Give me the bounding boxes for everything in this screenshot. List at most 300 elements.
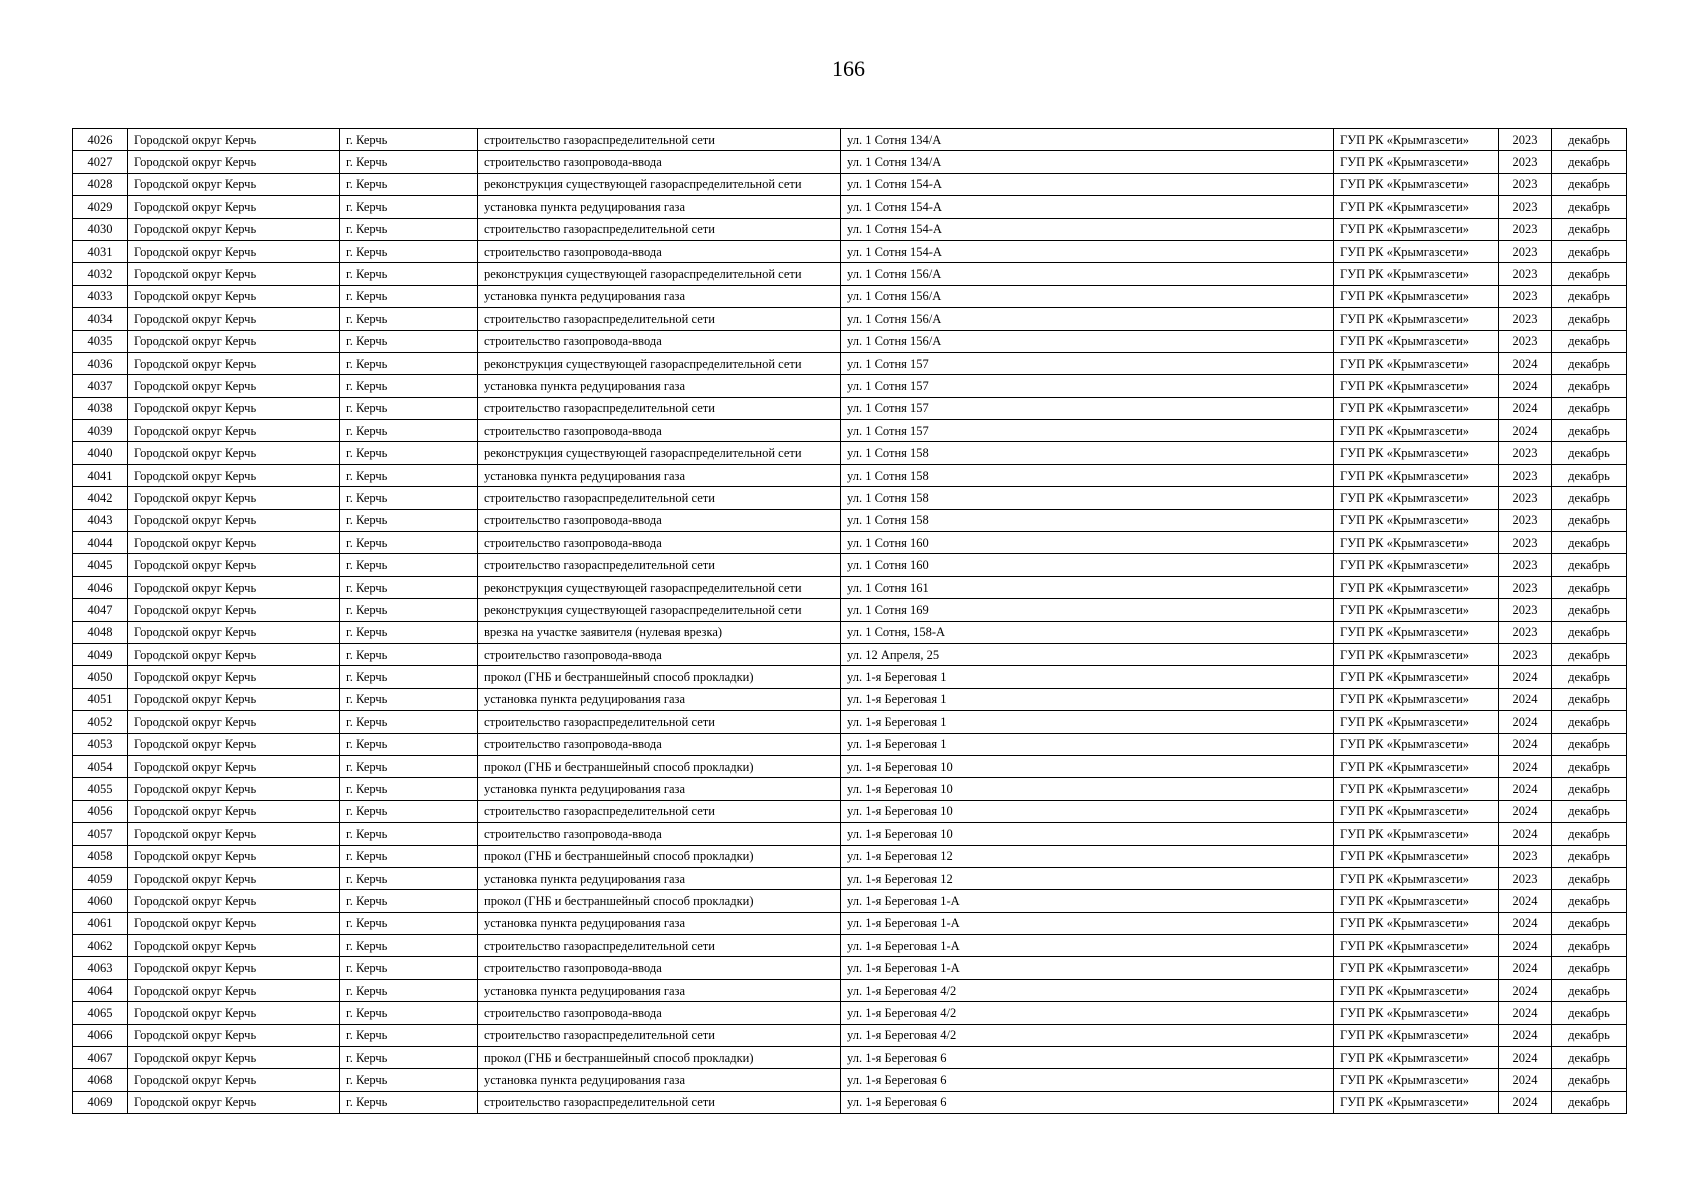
table-row bbox=[73, 666, 1627, 688]
row-number-cell: 4056 bbox=[73, 800, 128, 822]
year-cell: 2023 bbox=[1499, 173, 1552, 195]
row-number-cell: 4047 bbox=[73, 599, 128, 621]
month-cell: декабрь bbox=[1552, 890, 1627, 912]
municipality-cell: Городской округ Керчь bbox=[128, 800, 340, 822]
row-number-cell: 4057 bbox=[73, 823, 128, 845]
work-type-cell: установка пункта редуцирования газа bbox=[478, 778, 841, 800]
settlement-cell: г. Керчь bbox=[340, 263, 478, 285]
municipality-cell: Городской округ Керчь bbox=[128, 554, 340, 576]
executor-cell: ГУП РК «Крымгазсети» bbox=[1334, 621, 1499, 643]
executor-cell: ГУП РК «Крымгазсети» bbox=[1334, 1091, 1499, 1113]
settlement-cell: г. Керчь bbox=[340, 532, 478, 554]
settlement-cell: г. Керчь bbox=[340, 778, 478, 800]
table-row bbox=[73, 173, 1627, 195]
municipality-cell: Городской округ Керчь bbox=[128, 599, 340, 621]
municipality-cell: Городской округ Керчь bbox=[128, 576, 340, 598]
table-row bbox=[73, 263, 1627, 285]
settlement-cell: г. Керчь bbox=[340, 957, 478, 979]
municipality-cell: Городской округ Керчь bbox=[128, 666, 340, 688]
settlement-cell: г. Керчь bbox=[340, 621, 478, 643]
executor-cell: ГУП РК «Крымгазсети» bbox=[1334, 666, 1499, 688]
row-number-cell: 4053 bbox=[73, 733, 128, 755]
municipality-cell: Городской округ Керчь bbox=[128, 643, 340, 665]
settlement-cell: г. Керчь bbox=[340, 173, 478, 195]
month-cell: декабрь bbox=[1552, 935, 1627, 957]
municipality-cell: Городской округ Керчь bbox=[128, 308, 340, 330]
settlement-cell: г. Керчь bbox=[340, 800, 478, 822]
work-type-cell: установка пункта редуцирования газа bbox=[478, 375, 841, 397]
settlement-cell: г. Керчь bbox=[340, 912, 478, 934]
year-cell: 2023 bbox=[1499, 308, 1552, 330]
row-number-cell: 4063 bbox=[73, 957, 128, 979]
row-number-cell: 4030 bbox=[73, 218, 128, 240]
address-cell: ул. 1-я Береговая 1 bbox=[841, 688, 1334, 710]
address-cell: ул. 1 Сотня 156/А bbox=[841, 263, 1334, 285]
municipality-cell: Городской округ Керчь bbox=[128, 1002, 340, 1024]
executor-cell: ГУП РК «Крымгазсети» bbox=[1334, 845, 1499, 867]
address-cell: ул. 1 Сотня 134/А bbox=[841, 129, 1334, 151]
settlement-cell: г. Керчь bbox=[340, 196, 478, 218]
address-cell: ул. 1 Сотня 134/А bbox=[841, 151, 1334, 173]
month-cell: декабрь bbox=[1552, 397, 1627, 419]
address-cell: ул. 1-я Береговая 10 bbox=[841, 778, 1334, 800]
municipality-cell: Городской округ Керчь bbox=[128, 688, 340, 710]
table-row bbox=[73, 129, 1627, 151]
year-cell: 2023 bbox=[1499, 599, 1552, 621]
row-number-cell: 4033 bbox=[73, 285, 128, 307]
year-cell: 2024 bbox=[1499, 1002, 1552, 1024]
settlement-cell: г. Керчь bbox=[340, 151, 478, 173]
executor-cell: ГУП РК «Крымгазсети» bbox=[1334, 1047, 1499, 1069]
month-cell: декабрь bbox=[1552, 823, 1627, 845]
table-row bbox=[73, 845, 1627, 867]
row-number-cell: 4043 bbox=[73, 509, 128, 531]
month-cell: декабрь bbox=[1552, 845, 1627, 867]
settlement-cell: г. Керчь bbox=[340, 1047, 478, 1069]
executor-cell: ГУП РК «Крымгазсети» bbox=[1334, 778, 1499, 800]
executor-cell: ГУП РК «Крымгазсети» bbox=[1334, 308, 1499, 330]
executor-cell: ГУП РК «Крымгазсети» bbox=[1334, 375, 1499, 397]
municipality-cell: Городской округ Керчь bbox=[128, 823, 340, 845]
month-cell: декабрь bbox=[1552, 285, 1627, 307]
year-cell: 2023 bbox=[1499, 240, 1552, 262]
row-number-cell: 4069 bbox=[73, 1091, 128, 1113]
address-cell: ул. 1 Сотня 161 bbox=[841, 576, 1334, 598]
row-number-cell: 4062 bbox=[73, 935, 128, 957]
year-cell: 2023 bbox=[1499, 129, 1552, 151]
row-number-cell: 4065 bbox=[73, 1002, 128, 1024]
address-cell: ул. 1-я Береговая 1 bbox=[841, 733, 1334, 755]
settlement-cell: г. Керчь bbox=[340, 711, 478, 733]
address-cell: ул. 1 Сотня 156/А bbox=[841, 285, 1334, 307]
work-type-cell: строительство газораспределительной сети bbox=[478, 487, 841, 509]
month-cell: декабрь bbox=[1552, 576, 1627, 598]
work-type-cell: реконструкция существующей газораспределительной сети bbox=[478, 352, 841, 374]
executor-cell: ГУП РК «Крымгазсети» bbox=[1334, 151, 1499, 173]
table-row bbox=[73, 935, 1627, 957]
work-type-cell: установка пункта редуцирования газа bbox=[478, 867, 841, 889]
work-type-cell: установка пункта редуцирования газа bbox=[478, 285, 841, 307]
month-cell: декабрь bbox=[1552, 1024, 1627, 1046]
executor-cell: ГУП РК «Крымгазсети» bbox=[1334, 173, 1499, 195]
work-type-cell: прокол (ГНБ и бестраншейный способ прокладки) bbox=[478, 1047, 841, 1069]
executor-cell: ГУП РК «Крымгазсети» bbox=[1334, 800, 1499, 822]
executor-cell: ГУП РК «Крымгазсети» bbox=[1334, 442, 1499, 464]
row-number-cell: 4034 bbox=[73, 308, 128, 330]
month-cell: декабрь bbox=[1552, 173, 1627, 195]
address-cell: ул. 1 Сотня 160 bbox=[841, 554, 1334, 576]
year-cell: 2023 bbox=[1499, 487, 1552, 509]
address-cell: ул. 1-я Береговая 1-А bbox=[841, 935, 1334, 957]
table-row bbox=[73, 979, 1627, 1001]
year-cell: 2024 bbox=[1499, 800, 1552, 822]
year-cell: 2024 bbox=[1499, 755, 1552, 777]
work-type-cell: реконструкция существующей газораспределительной сети bbox=[478, 173, 841, 195]
municipality-cell: Городской округ Керчь bbox=[128, 845, 340, 867]
month-cell: декабрь bbox=[1552, 688, 1627, 710]
year-cell: 2024 bbox=[1499, 688, 1552, 710]
settlement-cell: г. Керчь bbox=[340, 1069, 478, 1091]
row-number-cell: 4041 bbox=[73, 464, 128, 486]
year-cell: 2024 bbox=[1499, 352, 1552, 374]
table-row bbox=[73, 1091, 1627, 1113]
month-cell: декабрь bbox=[1552, 755, 1627, 777]
work-type-cell: строительство газопровода-ввода bbox=[478, 509, 841, 531]
settlement-cell: г. Керчь bbox=[340, 733, 478, 755]
month-cell: декабрь bbox=[1552, 778, 1627, 800]
table-row bbox=[73, 778, 1627, 800]
executor-cell: ГУП РК «Крымгазсети» bbox=[1334, 935, 1499, 957]
executor-cell: ГУП РК «Крымгазсети» bbox=[1334, 330, 1499, 352]
executor-cell: ГУП РК «Крымгазсети» bbox=[1334, 263, 1499, 285]
settlement-cell: г. Керчь bbox=[340, 845, 478, 867]
year-cell: 2023 bbox=[1499, 576, 1552, 598]
month-cell: декабрь bbox=[1552, 263, 1627, 285]
address-cell: ул. 1-я Береговая 4/2 bbox=[841, 1024, 1334, 1046]
settlement-cell: г. Керчь bbox=[340, 755, 478, 777]
address-cell: ул. 1-я Береговая 4/2 bbox=[841, 1002, 1334, 1024]
address-cell: ул. 1-я Береговая 10 bbox=[841, 755, 1334, 777]
settlement-cell: г. Керчь bbox=[340, 487, 478, 509]
month-cell: декабрь bbox=[1552, 509, 1627, 531]
year-cell: 2024 bbox=[1499, 733, 1552, 755]
settlement-cell: г. Керчь bbox=[340, 554, 478, 576]
year-cell: 2023 bbox=[1499, 196, 1552, 218]
year-cell: 2023 bbox=[1499, 532, 1552, 554]
municipality-cell: Городской округ Керчь bbox=[128, 330, 340, 352]
year-cell: 2024 bbox=[1499, 957, 1552, 979]
settlement-cell: г. Керчь bbox=[340, 352, 478, 374]
settlement-cell: г. Керчь bbox=[340, 285, 478, 307]
executor-cell: ГУП РК «Крымгазсети» bbox=[1334, 509, 1499, 531]
year-cell: 2024 bbox=[1499, 711, 1552, 733]
executor-cell: ГУП РК «Крымгазсети» bbox=[1334, 643, 1499, 665]
municipality-cell: Городской округ Керчь bbox=[128, 397, 340, 419]
row-number-cell: 4050 bbox=[73, 666, 128, 688]
municipality-cell: Городской округ Керчь bbox=[128, 890, 340, 912]
row-number-cell: 4061 bbox=[73, 912, 128, 934]
settlement-cell: г. Керчь bbox=[340, 420, 478, 442]
year-cell: 2023 bbox=[1499, 621, 1552, 643]
table-row bbox=[73, 733, 1627, 755]
row-number-cell: 4029 bbox=[73, 196, 128, 218]
address-cell: ул. 1 Сотня 157 bbox=[841, 352, 1334, 374]
municipality-cell: Городской округ Керчь bbox=[128, 151, 340, 173]
row-number-cell: 4049 bbox=[73, 643, 128, 665]
address-cell: ул. 12 Апреля, 25 bbox=[841, 643, 1334, 665]
row-number-cell: 4045 bbox=[73, 554, 128, 576]
executor-cell: ГУП РК «Крымгазсети» bbox=[1334, 755, 1499, 777]
executor-cell: ГУП РК «Крымгазсети» bbox=[1334, 487, 1499, 509]
row-number-cell: 4042 bbox=[73, 487, 128, 509]
work-type-cell: строительство газопровода-ввода bbox=[478, 733, 841, 755]
row-number-cell: 4028 bbox=[73, 173, 128, 195]
month-cell: декабрь bbox=[1552, 867, 1627, 889]
month-cell: декабрь bbox=[1552, 464, 1627, 486]
table-row bbox=[73, 643, 1627, 665]
month-cell: декабрь bbox=[1552, 800, 1627, 822]
executor-cell: ГУП РК «Крымгазсети» bbox=[1334, 979, 1499, 1001]
table-row bbox=[73, 823, 1627, 845]
year-cell: 2023 bbox=[1499, 218, 1552, 240]
work-type-cell: прокол (ГНБ и бестраншейный способ прокладки) bbox=[478, 666, 841, 688]
page-number: 166 bbox=[832, 56, 865, 81]
executor-cell: ГУП РК «Крымгазсети» bbox=[1334, 532, 1499, 554]
row-number-cell: 4036 bbox=[73, 352, 128, 374]
executor-cell: ГУП РК «Крымгазсети» bbox=[1334, 420, 1499, 442]
year-cell: 2023 bbox=[1499, 867, 1552, 889]
work-type-cell: строительство газораспределительной сети bbox=[478, 711, 841, 733]
row-number-cell: 4054 bbox=[73, 755, 128, 777]
table-row bbox=[73, 397, 1627, 419]
year-cell: 2024 bbox=[1499, 1091, 1552, 1113]
municipality-cell: Городской округ Керчь bbox=[128, 621, 340, 643]
work-type-cell: установка пункта редуцирования газа bbox=[478, 196, 841, 218]
year-cell: 2024 bbox=[1499, 890, 1552, 912]
year-cell: 2024 bbox=[1499, 666, 1552, 688]
address-cell: ул. 1-я Береговая 12 bbox=[841, 867, 1334, 889]
settlement-cell: г. Керчь bbox=[340, 397, 478, 419]
executor-cell: ГУП РК «Крымгазсети» bbox=[1334, 129, 1499, 151]
table-row bbox=[73, 890, 1627, 912]
month-cell: декабрь bbox=[1552, 240, 1627, 262]
year-cell: 2024 bbox=[1499, 979, 1552, 1001]
table-row bbox=[73, 532, 1627, 554]
executor-cell: ГУП РК «Крымгазсети» bbox=[1334, 688, 1499, 710]
row-number-cell: 4031 bbox=[73, 240, 128, 262]
table-row bbox=[73, 487, 1627, 509]
work-type-cell: строительство газораспределительной сети bbox=[478, 800, 841, 822]
table-row bbox=[73, 464, 1627, 486]
month-cell: декабрь bbox=[1552, 352, 1627, 374]
address-cell: ул. 1-я Береговая 1 bbox=[841, 711, 1334, 733]
municipality-cell: Городской округ Керчь bbox=[128, 867, 340, 889]
register-body bbox=[73, 129, 1627, 1114]
work-type-cell: установка пункта редуцирования газа bbox=[478, 979, 841, 1001]
row-number-cell: 4044 bbox=[73, 532, 128, 554]
municipality-cell: Городской округ Керчь bbox=[128, 1047, 340, 1069]
year-cell: 2023 bbox=[1499, 845, 1552, 867]
municipality-cell: Городской округ Керчь bbox=[128, 755, 340, 777]
month-cell: декабрь bbox=[1552, 151, 1627, 173]
table-row bbox=[73, 1024, 1627, 1046]
year-cell: 2024 bbox=[1499, 935, 1552, 957]
table-row bbox=[73, 442, 1627, 464]
executor-cell: ГУП РК «Крымгазсети» bbox=[1334, 218, 1499, 240]
year-cell: 2023 bbox=[1499, 554, 1552, 576]
month-cell: декабрь bbox=[1552, 532, 1627, 554]
executor-cell: ГУП РК «Крымгазсети» bbox=[1334, 285, 1499, 307]
year-cell: 2024 bbox=[1499, 1069, 1552, 1091]
municipality-cell: Городской округ Керчь bbox=[128, 375, 340, 397]
year-cell: 2023 bbox=[1499, 263, 1552, 285]
work-type-cell: строительство газопровода-ввода bbox=[478, 240, 841, 262]
table-row bbox=[73, 599, 1627, 621]
table-row bbox=[73, 576, 1627, 598]
settlement-cell: г. Керчь bbox=[340, 643, 478, 665]
work-type-cell: строительство газопровода-ввода bbox=[478, 1002, 841, 1024]
municipality-cell: Городской округ Керчь bbox=[128, 979, 340, 1001]
month-cell: декабрь bbox=[1552, 711, 1627, 733]
municipality-cell: Городской округ Керчь bbox=[128, 196, 340, 218]
address-cell: ул. 1 Сотня 154-А bbox=[841, 173, 1334, 195]
executor-cell: ГУП РК «Крымгазсети» bbox=[1334, 464, 1499, 486]
municipality-cell: Городской округ Керчь bbox=[128, 778, 340, 800]
month-cell: декабрь bbox=[1552, 330, 1627, 352]
table-row bbox=[73, 352, 1627, 374]
row-number-cell: 4038 bbox=[73, 397, 128, 419]
settlement-cell: г. Керчь bbox=[340, 1091, 478, 1113]
table-row bbox=[73, 711, 1627, 733]
executor-cell: ГУП РК «Крымгазсети» bbox=[1334, 554, 1499, 576]
table-row bbox=[73, 1002, 1627, 1024]
work-type-cell: строительство газопровода-ввода bbox=[478, 643, 841, 665]
address-cell: ул. 1 Сотня 158 bbox=[841, 442, 1334, 464]
month-cell: декабрь bbox=[1552, 196, 1627, 218]
row-number-cell: 4051 bbox=[73, 688, 128, 710]
executor-cell: ГУП РК «Крымгазсети» bbox=[1334, 599, 1499, 621]
month-cell: декабрь bbox=[1552, 621, 1627, 643]
settlement-cell: г. Керчь bbox=[340, 823, 478, 845]
month-cell: декабрь bbox=[1552, 979, 1627, 1001]
work-type-cell: строительство газопровода-ввода bbox=[478, 532, 841, 554]
settlement-cell: г. Керчь bbox=[340, 375, 478, 397]
executor-cell: ГУП РК «Крымгазсети» bbox=[1334, 397, 1499, 419]
settlement-cell: г. Керчь bbox=[340, 442, 478, 464]
settlement-cell: г. Керчь bbox=[340, 1024, 478, 1046]
table-row bbox=[73, 375, 1627, 397]
month-cell: декабрь bbox=[1552, 554, 1627, 576]
work-type-cell: строительство газопровода-ввода bbox=[478, 151, 841, 173]
settlement-cell: г. Керчь bbox=[340, 867, 478, 889]
work-type-cell: строительство газораспределительной сети bbox=[478, 308, 841, 330]
row-number-cell: 4040 bbox=[73, 442, 128, 464]
municipality-cell: Городской округ Керчь bbox=[128, 420, 340, 442]
table-row bbox=[73, 621, 1627, 643]
month-cell: декабрь bbox=[1552, 957, 1627, 979]
month-cell: декабрь bbox=[1552, 1047, 1627, 1069]
municipality-cell: Городской округ Керчь bbox=[128, 240, 340, 262]
address-cell: ул. 1-я Береговая 1-А bbox=[841, 957, 1334, 979]
work-type-cell: реконструкция существующей газораспределительной сети bbox=[478, 442, 841, 464]
settlement-cell: г. Керчь bbox=[340, 576, 478, 598]
settlement-cell: г. Керчь bbox=[340, 218, 478, 240]
settlement-cell: г. Керчь bbox=[340, 330, 478, 352]
municipality-cell: Городской округ Керчь bbox=[128, 935, 340, 957]
work-type-cell: строительство газораспределительной сети bbox=[478, 1091, 841, 1113]
month-cell: декабрь bbox=[1552, 442, 1627, 464]
address-cell: ул. 1-я Береговая 1-А bbox=[841, 912, 1334, 934]
work-type-cell: строительство газораспределительной сети bbox=[478, 218, 841, 240]
executor-cell: ГУП РК «Крымгазсети» bbox=[1334, 1069, 1499, 1091]
settlement-cell: г. Керчь bbox=[340, 935, 478, 957]
row-number-cell: 4059 bbox=[73, 867, 128, 889]
work-type-cell: прокол (ГНБ и бестраншейный способ прокладки) bbox=[478, 890, 841, 912]
municipality-cell: Городской округ Керчь bbox=[128, 487, 340, 509]
municipality-cell: Городской округ Керчь bbox=[128, 532, 340, 554]
table-row bbox=[73, 912, 1627, 934]
row-number-cell: 4027 bbox=[73, 151, 128, 173]
address-cell: ул. 1 Сотня 154-А bbox=[841, 240, 1334, 262]
month-cell: декабрь bbox=[1552, 375, 1627, 397]
municipality-cell: Городской округ Керчь bbox=[128, 711, 340, 733]
table-row bbox=[73, 800, 1627, 822]
executor-cell: ГУП РК «Крымгазсети» bbox=[1334, 1002, 1499, 1024]
row-number-cell: 4035 bbox=[73, 330, 128, 352]
municipality-cell: Городской округ Керчь bbox=[128, 1069, 340, 1091]
work-type-cell: строительство газопровода-ввода bbox=[478, 330, 841, 352]
month-cell: декабрь bbox=[1552, 129, 1627, 151]
register-table bbox=[72, 128, 1627, 1114]
table-row bbox=[73, 1047, 1627, 1069]
work-type-cell: строительство газопровода-ввода bbox=[478, 957, 841, 979]
work-type-cell: установка пункта редуцирования газа bbox=[478, 1069, 841, 1091]
year-cell: 2024 bbox=[1499, 1047, 1552, 1069]
address-cell: ул. 1-я Береговая 1 bbox=[841, 666, 1334, 688]
executor-cell: ГУП РК «Крымгазсети» bbox=[1334, 867, 1499, 889]
address-cell: ул. 1 Сотня 157 bbox=[841, 420, 1334, 442]
work-type-cell: строительство газораспределительной сети bbox=[478, 935, 841, 957]
work-type-cell: строительство газораспределительной сети bbox=[478, 554, 841, 576]
row-number-cell: 4060 bbox=[73, 890, 128, 912]
settlement-cell: г. Керчь bbox=[340, 666, 478, 688]
year-cell: 2023 bbox=[1499, 330, 1552, 352]
address-cell: ул. 1-я Береговая 10 bbox=[841, 800, 1334, 822]
year-cell: 2023 bbox=[1499, 442, 1552, 464]
settlement-cell: г. Керчь bbox=[340, 599, 478, 621]
municipality-cell: Городской округ Керчь bbox=[128, 173, 340, 195]
month-cell: декабрь bbox=[1552, 599, 1627, 621]
work-type-cell: прокол (ГНБ и бестраншейный способ прокладки) bbox=[478, 755, 841, 777]
month-cell: декабрь bbox=[1552, 487, 1627, 509]
year-cell: 2023 bbox=[1499, 151, 1552, 173]
work-type-cell: реконструкция существующей газораспределительной сети bbox=[478, 599, 841, 621]
address-cell: ул. 1-я Береговая 4/2 bbox=[841, 979, 1334, 1001]
year-cell: 2023 bbox=[1499, 643, 1552, 665]
address-cell: ул. 1 Сотня 157 bbox=[841, 397, 1334, 419]
row-number-cell: 4039 bbox=[73, 420, 128, 442]
address-cell: ул. 1 Сотня 158 bbox=[841, 464, 1334, 486]
month-cell: декабрь bbox=[1552, 1002, 1627, 1024]
year-cell: 2023 bbox=[1499, 285, 1552, 307]
year-cell: 2024 bbox=[1499, 1024, 1552, 1046]
table-row bbox=[73, 867, 1627, 889]
address-cell: ул. 1-я Береговая 6 bbox=[841, 1069, 1334, 1091]
address-cell: ул. 1 Сотня, 158-А bbox=[841, 621, 1334, 643]
executor-cell: ГУП РК «Крымгазсети» bbox=[1334, 576, 1499, 598]
work-type-cell: строительство газораспределительной сети bbox=[478, 397, 841, 419]
executor-cell: ГУП РК «Крымгазсети» bbox=[1334, 1024, 1499, 1046]
